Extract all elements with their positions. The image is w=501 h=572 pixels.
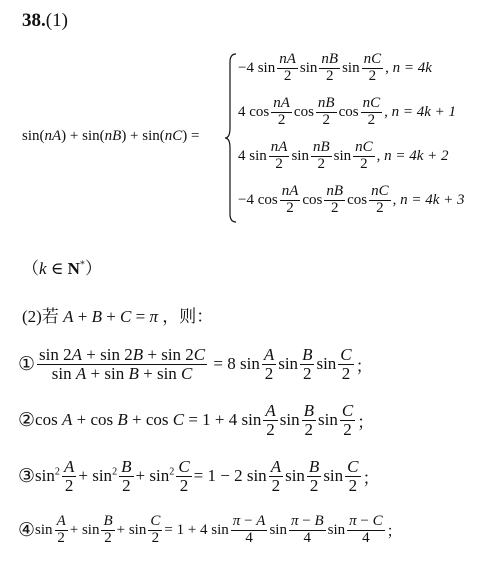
case-fn: sin bbox=[249, 147, 267, 164]
part1-label: (1) bbox=[45, 10, 68, 31]
circled-mark: ② bbox=[18, 409, 36, 431]
identity-1: ① $\frac{\sin 2A + \sin 2B + \sin 2C}{\text{sin A + sin B + sin C}}$ = 8 sin $\frac{A}{2}$ sin $\frac{B}{2}$ sin $\frac{C}{2}$ ； bbox=[18, 345, 373, 383]
piecewise-lhs: sin(nA) + sin(nB) + sin(nC) = bbox=[22, 128, 200, 144]
part2-heading: (2)若 A + B + C = π ，则： bbox=[22, 307, 214, 327]
problem-number bbox=[22, 10, 68, 32]
circled-mark: ④ bbox=[18, 519, 36, 541]
case-coef: −4 bbox=[238, 191, 254, 208]
case-row-4: −4 cos $\frac{nA}{2}$ cos $\frac{nB}{2}$ cos $\frac{nC}{2}$ , n = 4k + 3 bbox=[238, 183, 465, 216]
problem-number-label: 38. bbox=[22, 10, 46, 31]
identity-2: ② cos A + cos B + cos C = 1 + 4 sin $\frac{A}{2}$ sin $\frac{B}{2}$ sin $\frac{C}{2}$ ； bbox=[18, 401, 375, 439]
circled-mark: ③ bbox=[18, 465, 36, 487]
identity-3: ③ $\sin^2$ $\frac{A}{2}$ + $\sin^2$ $\frac{B}{2}$ + $\sin^2$ $\frac{C}{2}$ = 1 − 2 sin $\frac{A}{2}$ sin $\frac{B}{2}$ sin $\frac{C}{2}$ ； bbox=[18, 457, 380, 495]
case-condition: n = 4k + 1 bbox=[391, 103, 457, 120]
case-fn: sin bbox=[257, 59, 276, 76]
case-condition: n = 4k + 2 bbox=[384, 147, 449, 164]
case-coef: −4 bbox=[238, 59, 254, 76]
identity-4: ④ sin $\frac{A}{2}$ + sin $\frac{B}{2}$ + sin $\frac{C}{2}$ = 1 + 4 sin $\frac{\pi - A}{4}$ sin $\frac{\pi - B}{4}$ sin $\frac{\pi - C}{4}$ ； bbox=[18, 513, 402, 546]
case-coef: 4 bbox=[238, 103, 246, 120]
case-row-3: 4 sin $\frac{nA}{2}$ sin $\frac{nB}{2}$ sin $\frac{nC}{2}$ , n = 4k + 2 bbox=[238, 139, 449, 172]
case-coef: 4 bbox=[238, 147, 246, 164]
case-fn: cos bbox=[257, 191, 278, 208]
case-row-2: 4 cos $\frac{nA}{2}$ cos $\frac{nB}{2}$ cos $\frac{nC}{2}$ , n = 4k + 1 bbox=[238, 95, 457, 128]
left-brace bbox=[224, 52, 238, 224]
case-row-1: −4 sin $\frac{nA}{2}$ sin $\frac{nB}{2}$ sin $\frac{nC}{2}$ , n = 4k bbox=[238, 51, 432, 84]
circled-mark: ① bbox=[18, 353, 36, 375]
domain-note: （k ∈ N*） bbox=[22, 259, 103, 278]
case-fn: cos bbox=[249, 103, 270, 120]
case-condition: n = 4k bbox=[392, 59, 432, 76]
case-condition: n = 4k + 3 bbox=[400, 191, 465, 208]
